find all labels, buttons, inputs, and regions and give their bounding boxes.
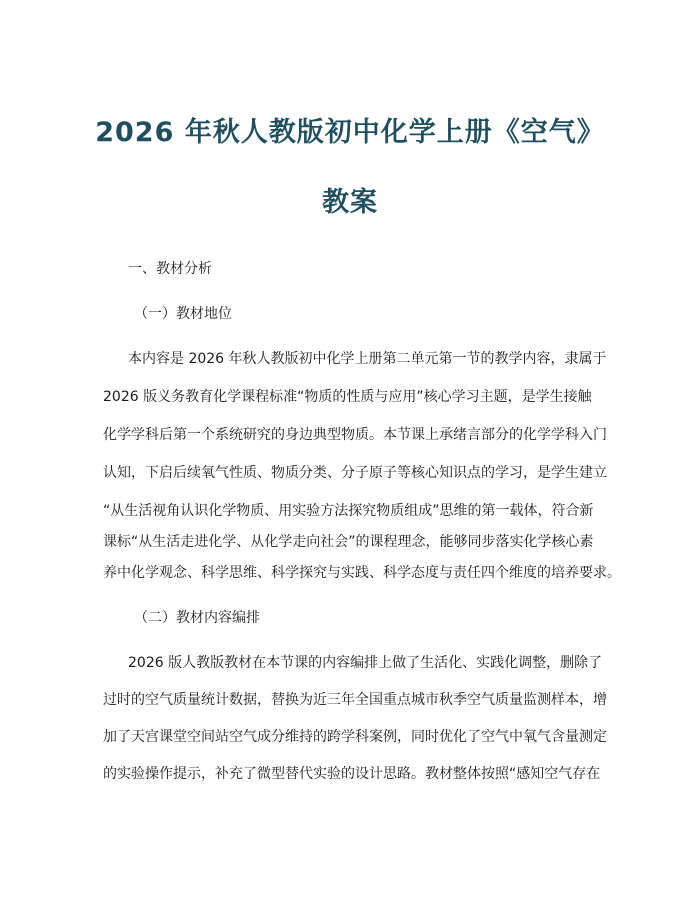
paragraph-1-line-7: 养中化学观念、科学思维、科学探究与实践、科学态度与责任四个维度的培养要求。 (103, 565, 621, 581)
paragraph-2-line-3: 加了天宫课堂空间站空气成分维持的跨学科案例，同时优化了空气中氧气含量测定 (103, 729, 607, 745)
paragraph-1-line-6: 课标“从生活走进化学、从化学走向社会”的课程理念，能够同步落实化学核心素 (103, 534, 594, 550)
paragraph-1-line-2: 2026 版义务教育化学课程标准“物质的性质与应用”核心学习主题，是学生接触 (103, 389, 592, 405)
paragraph-1-line-1: 本内容是 2026 年秋人教版初中化学上册第二单元第一节的教学内容，隶属于 (128, 351, 607, 367)
paragraph-1-line-4: 认知，下启后续氧气性质、物质分类、分子原子等核心知识点的学习，是学生建立 (103, 465, 607, 481)
subsection-heading-content-arrangement: （二）教材内容编排 (134, 610, 260, 626)
paragraph-2-line-4: 的实验操作提示，补充了微型替代实验的设计思路。教材整体按照“感知空气存在 (103, 766, 601, 782)
document-title-line-1: 2026 年秋人教版初中化学上册《空气》 (95, 117, 605, 148)
paragraph-1-line-5: “从生活视角认识化学物质、用实验方法探究物质组成”思维的第一载体，符合新 (103, 503, 594, 519)
section-heading-teaching-material-analysis: 一、教材分析 (128, 261, 212, 277)
subsection-heading-material-position: （一）教材地位 (134, 306, 232, 322)
document-title-line-2: 教案 (322, 187, 378, 218)
paragraph-2-line-2: 过时的空气质量统计数据，替换为近三年全国重点城市秋季空气质量监测样本，增 (103, 692, 607, 708)
paragraph-2-line-1: 2026 版人教版教材在本节课的内容编排上做了生活化、实践化调整，删除了 (128, 655, 603, 671)
paragraph-1-line-3: 化学学科后第一个系统研究的身边典型物质。本节课上承绪言部分的化学学科入门 (103, 427, 607, 443)
